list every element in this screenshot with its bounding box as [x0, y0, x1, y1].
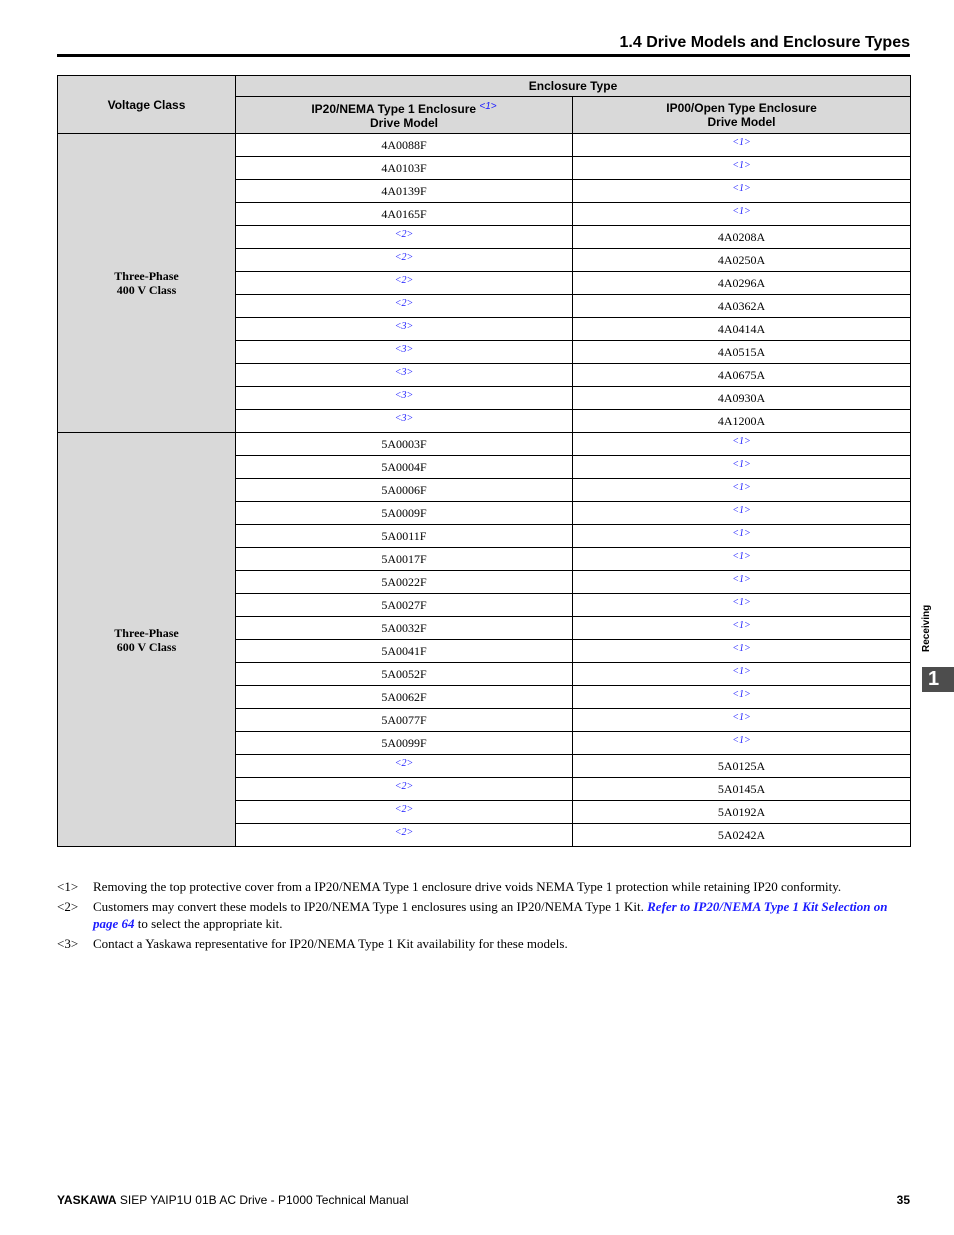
footnote-ref-link[interactable]: <1> [732, 734, 751, 746]
ip20-model-cell [236, 502, 573, 525]
drive-model-text: 5A0242A [717, 827, 766, 842]
ip20-header-line1: IP20/NEMA Type 1 Enclosure [311, 102, 477, 116]
enclosure-type-header: Enclosure Type [236, 76, 911, 97]
drive-model-text: 4A0208A [717, 229, 766, 244]
footnote-ref-link[interactable]: <1> [732, 205, 751, 217]
footnote-ref-link[interactable]: <2> [394, 274, 414, 286]
footnote-ref-link[interactable]: <1> [732, 642, 751, 654]
footnote-ref-link[interactable]: <3> [394, 412, 414, 424]
drive-model-text: 5A0099F [381, 735, 427, 750]
drive-model-text: 5A0052F [381, 666, 427, 681]
footnote-ref-link[interactable]: <2> [394, 803, 414, 815]
ip20-model-cell [236, 594, 573, 617]
voltage-class-line2: 400 V Class [116, 283, 177, 297]
ip00-model-cell [573, 571, 911, 594]
ip00-model-cell [573, 778, 911, 801]
ip20-model-cell [236, 663, 573, 686]
voltage-class-header: Voltage Class [58, 76, 236, 134]
ip20-model-cell [236, 709, 573, 732]
footnote [57, 935, 910, 952]
ip00-model-cell [573, 548, 911, 571]
ip20-model-cell [236, 801, 573, 824]
chapter-tab[interactable]: 1 [922, 667, 954, 692]
drive-model-text: 5A0077F [381, 712, 427, 727]
footnote-ref-link[interactable]: <1> [732, 573, 751, 585]
ip00-model-cell [573, 755, 911, 778]
ip00-model-cell [573, 272, 911, 295]
ip00-model-cell [573, 295, 911, 318]
footnote-ref-link[interactable]: <3> [394, 343, 414, 355]
ip00-model-cell [573, 479, 911, 502]
drive-model-text: 5A0192A [717, 804, 766, 819]
ip00-model-cell [573, 732, 911, 755]
drive-model-text: 5A0027F [381, 597, 427, 612]
ip00-model-cell [573, 456, 911, 479]
drive-model-text: 4A0165F [381, 206, 427, 221]
footnote [57, 898, 910, 932]
footnote-mark: <3> [57, 936, 79, 951]
ip00-model-cell [573, 824, 911, 847]
footnote-ref-link[interactable]: <1> [732, 504, 751, 516]
ip00-model-cell [573, 180, 911, 203]
ip00-model-cell [573, 157, 911, 180]
ip20-model-cell [236, 755, 573, 778]
ip00-model-cell [573, 502, 911, 525]
footer-manual-title [57, 1193, 409, 1207]
receiving-side-label: Receiving [921, 604, 932, 652]
voltage-class-line1: Three-Phase [114, 269, 179, 283]
footnote-ref-link[interactable]: <1> [732, 136, 751, 148]
ip20-model-cell [236, 134, 573, 157]
page-number: 35 [896, 1193, 910, 1207]
footnote-ref-link[interactable]: <1> [732, 665, 751, 677]
ip00-model-cell [573, 341, 911, 364]
ip20-model-cell [236, 525, 573, 548]
drive-model-text: 4A0362A [717, 298, 766, 313]
ip20-model-cell [236, 479, 573, 502]
drive-model-text: 5A0062F [381, 689, 427, 704]
drive-models-table [57, 75, 911, 847]
footnote-ref-link[interactable]: <2> [394, 251, 414, 263]
ip00-model-cell [573, 801, 911, 824]
kit-selection-link[interactable]: Refer to IP20/NEMA Type 1 Kit Selection on page 64 [93, 899, 888, 931]
ip20-model-cell [236, 318, 573, 341]
ip20-model-cell [236, 341, 573, 364]
footnote-ref-link[interactable]: <2> [394, 826, 414, 838]
ip00-model-cell [573, 709, 911, 732]
drive-model-text: 5A0032F [381, 620, 427, 635]
footnote-ref-link[interactable]: <1> [732, 458, 751, 470]
page-footer [57, 1193, 910, 1207]
footnote-ref-link[interactable]: <1> [732, 159, 751, 171]
footer-manual: SIEP YAIP1U 01B AC Drive - P1000 Technical Manual [119, 1193, 409, 1207]
ip20-header-ref[interactable]: <1> [479, 101, 497, 112]
drive-model-text: 5A0041F [381, 643, 427, 658]
footnote [57, 878, 910, 895]
footnote-text: Removing the top protective cover from a IP20/NEMA Type 1 enclosure drive voids NEMA Type 1 protection while retaining IP20 conformity. [93, 879, 842, 894]
ip20-model-cell [236, 387, 573, 410]
footnote-mark: <1> [57, 879, 79, 894]
footnote-ref-link[interactable]: <1> [732, 596, 751, 608]
ip00-model-cell [573, 433, 911, 456]
ip00-model-cell [573, 594, 911, 617]
ip20-model-cell [236, 203, 573, 226]
ip00-model-cell [573, 364, 911, 387]
ip20-model-cell [236, 778, 573, 801]
ip20-model-cell [236, 433, 573, 456]
drive-model-text: 5A0009F [381, 505, 427, 520]
ip20-model-cell [236, 732, 573, 755]
ip00-header-line2: Drive Model [707, 115, 776, 129]
ip20-model-cell [236, 157, 573, 180]
footnote-text-before: Customers may convert these models to IP20/NEMA Type 1 enclosures using an IP20/NEMA Type 1 Kit. [93, 899, 648, 914]
drive-model-text: 4A0414A [717, 321, 766, 336]
ip00-model-cell [573, 686, 911, 709]
voltage-class-line2: 600 V Class [116, 639, 177, 654]
drive-model-text: 5A0004F [381, 459, 427, 474]
table-row [58, 433, 911, 456]
drive-model-text: 4A0139F [381, 183, 427, 198]
footnote-ref-link[interactable]: <1> [732, 527, 751, 539]
ip20-model-cell [236, 180, 573, 203]
drive-model-text: 4A1200A [717, 413, 766, 428]
footer-brand: YASKAWA [57, 1193, 117, 1207]
ip00-model-cell [573, 318, 911, 341]
ip20-header-line2: Drive Model [369, 116, 438, 130]
ip00-model-cell [573, 134, 911, 157]
ip20-model-cell [236, 686, 573, 709]
voltage-class-line1: Three-Phase [114, 625, 179, 640]
ip20-model-cell [236, 249, 573, 272]
footnote-ref-link[interactable]: <1> [732, 550, 751, 562]
ip00-model-cell [573, 226, 911, 249]
ip20-model-cell [236, 640, 573, 663]
ip00-model-cell [573, 617, 911, 640]
footnote-ref-link[interactable]: <1> [732, 481, 751, 493]
footnote-ref-link[interactable]: <2> [394, 780, 414, 792]
drive-model-text: 5A0017F [381, 551, 427, 566]
footnote-ref-link[interactable]: <3> [394, 320, 414, 332]
footnote-text [93, 898, 910, 932]
footnote-mark: <2> [57, 899, 79, 914]
ip00-model-cell [573, 663, 911, 686]
header-rule [57, 54, 910, 57]
ip20-model-cell [236, 456, 573, 479]
voltage-class-cell [58, 134, 236, 433]
drive-model-text: 4A0250A [717, 252, 766, 267]
footnote-ref-link[interactable]: <3> [394, 389, 414, 401]
ip20-model-cell [236, 226, 573, 249]
ip20-model-cell [236, 571, 573, 594]
drive-model-text: 5A0125A [717, 758, 766, 773]
footnote-text: Contact a Yaskawa representative for IP20/NEMA Type 1 Kit availability for these models. [93, 936, 568, 951]
section-title: 1.4 Drive Models and Enclosure Types [619, 34, 910, 51]
footnote-ref-link[interactable]: <1> [732, 688, 751, 700]
ip00-header-line1: IP00/Open Type Enclosure [666, 101, 817, 115]
ip00-model-cell [573, 387, 911, 410]
drive-model-text: 4A0088F [381, 137, 427, 152]
drive-model-text: 5A0006F [381, 482, 427, 497]
ip20-model-cell [236, 410, 573, 433]
table-row [58, 134, 911, 157]
footnote-ref-link[interactable]: <2> [394, 757, 414, 769]
ip00-model-cell [573, 249, 911, 272]
footnote-ref-link[interactable]: <1> [732, 619, 751, 631]
footnote-ref-link[interactable]: <1> [732, 435, 751, 447]
ip20-model-cell [236, 295, 573, 318]
footnote-ref-link[interactable]: <2> [394, 228, 414, 240]
ip20-model-cell [236, 364, 573, 387]
footnote-ref-link[interactable]: <2> [394, 297, 414, 309]
drive-model-text: 4A0103F [381, 160, 427, 175]
ip00-header [573, 97, 911, 134]
drive-model-text: 5A0003F [381, 436, 427, 451]
footnote-ref-link[interactable]: <1> [732, 711, 751, 723]
drive-model-text: 4A0675A [717, 367, 766, 382]
footnote-ref-link[interactable]: <1> [732, 182, 751, 194]
ip00-model-cell [573, 410, 911, 433]
drive-model-text: 5A0011F [381, 528, 427, 543]
drive-model-text: 5A0145A [717, 781, 766, 796]
drive-model-text: 4A0515A [717, 344, 766, 359]
ip00-model-cell [573, 640, 911, 663]
voltage-class-cell [58, 433, 236, 847]
ip20-model-cell [236, 617, 573, 640]
ip20-header [236, 97, 573, 134]
drive-model-text: 4A0296A [717, 275, 766, 290]
footnote-ref-link[interactable]: <3> [394, 366, 414, 378]
ip20-model-cell [236, 824, 573, 847]
drive-model-text: 5A0022F [381, 574, 427, 589]
drive-model-text: 4A0930A [717, 390, 766, 405]
ip20-model-cell [236, 272, 573, 295]
ip00-model-cell [573, 203, 911, 226]
footnotes [57, 878, 910, 955]
ip00-model-cell [573, 525, 911, 548]
ip20-model-cell [236, 548, 573, 571]
footnote-text-after: to select the appropriate kit. [134, 916, 283, 931]
